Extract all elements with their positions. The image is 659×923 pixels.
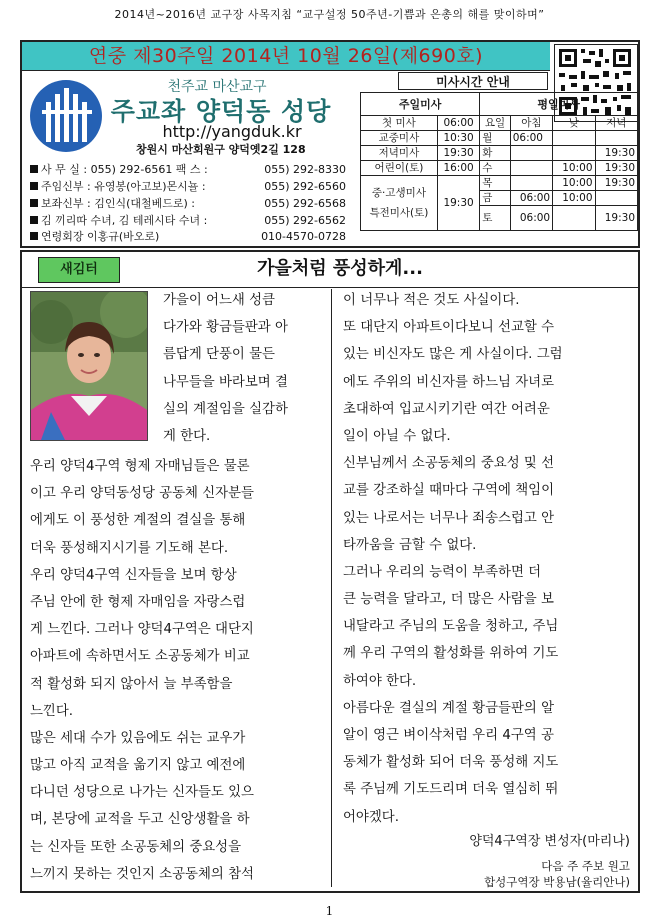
text-line: 교를 강조하실 때마다 구역에 책임이 xyxy=(343,483,555,499)
table-cell: 06:00 xyxy=(510,191,552,206)
text-line: 많은 세대 수가 있음에도 쉬는 교우가 xyxy=(30,730,246,746)
text-line: 더욱 풍성해지시기를 기도해 본다. xyxy=(30,540,229,556)
text-line: 이 너무나 적은 것도 사실이다. xyxy=(343,293,520,308)
table-row xyxy=(361,116,638,131)
table-cell: 10:00 xyxy=(553,176,595,191)
text-line: 하여야 한다. xyxy=(343,673,417,689)
table-cell: 요일 xyxy=(480,116,510,131)
contact-row xyxy=(30,213,350,228)
text-line: 아름다운 결실의 계절 황금들판의 알 xyxy=(343,700,555,716)
table-row xyxy=(361,176,638,191)
table-cell xyxy=(553,146,595,161)
table-cell xyxy=(595,191,637,206)
table-cell: 목 xyxy=(480,176,510,191)
page-number: 1 xyxy=(325,904,334,918)
bullet-icon xyxy=(30,165,38,173)
church-address: 창원시 마산회원구 양덕옛2길 128 xyxy=(136,143,306,156)
table-cell xyxy=(595,131,637,146)
text-line: 동체가 활성화 되어 더욱 풍성해 지도 xyxy=(343,755,559,771)
table-cell xyxy=(553,131,595,146)
text-line: 다니던 성당으로 나가는 신자들도 있으 xyxy=(30,785,254,801)
contact-row xyxy=(30,229,350,244)
table-cell: 10:30 xyxy=(437,131,479,146)
table-cell: 금 xyxy=(480,191,510,206)
contact-phone: 055) 292-6568 xyxy=(264,197,346,210)
text-line: 많고 아직 교적을 옮기지 않고 예전에 xyxy=(30,758,246,774)
table-cell: 수 xyxy=(480,161,510,176)
text-line: 다가와 황금들판과 아 xyxy=(163,320,288,336)
text-line: 에도 주위의 비신자를 하느님 자녀로 xyxy=(343,374,555,390)
table-cell: 06:00 xyxy=(437,116,479,131)
text-line: 이고 우리 양덕동성당 공동체 신자분들 xyxy=(30,486,254,502)
contact-label: 보좌신부 : 김인식(대철베드로) : xyxy=(41,197,195,210)
text-line: 께 우리 구역의 활성화를 위하여 기도 xyxy=(343,646,559,662)
table-cell: 19:30 xyxy=(595,161,637,176)
mass-schedule-title: 미사시간 안내 xyxy=(398,72,548,90)
table-cell xyxy=(553,206,595,231)
issue-line: 연중 제30주일 2014년 10월 26일(제690호) xyxy=(88,45,484,67)
table-cell: 중·고생미사 특전미사(토) xyxy=(361,176,438,231)
table-cell: 19:30 xyxy=(595,176,637,191)
table-row xyxy=(361,161,638,176)
text-line: 록 주님께 기도드리며 더욱 열심히 뛰 xyxy=(343,782,559,798)
text-line: 우리 양덕4구역 형제 자매님들은 물론 xyxy=(30,459,250,474)
article-left-photo-text xyxy=(163,287,288,450)
article-left-column xyxy=(30,453,254,888)
contact-row xyxy=(30,196,350,211)
text-line: 또 대단지 아파트이다보니 선교할 수 xyxy=(343,320,555,336)
text-line: 초대하여 입교시키기란 여간 어려운 xyxy=(343,401,550,417)
table-cell: 저녁 xyxy=(595,116,637,131)
portrait-photo xyxy=(30,291,148,441)
bullet-icon xyxy=(30,182,38,190)
text-line: 가을이 어느새 성큼 xyxy=(163,293,275,308)
text-line: 실의 계절임을 실감하 xyxy=(163,401,288,417)
table-cell: 10:00 xyxy=(553,191,595,206)
table-cell: 19:30 xyxy=(437,176,479,231)
church-diocese: 천주교 마산교구 xyxy=(167,79,267,95)
table-cell: 06:00 xyxy=(510,206,552,231)
text-line: 어야겠다. xyxy=(343,809,399,825)
table-cell: 어린이(토) xyxy=(361,161,438,176)
text-line: 게 느낀다. 그러나 양덕4구역은 대단지 xyxy=(30,622,254,638)
table-cell: 토 xyxy=(480,206,510,231)
table-cell: 아침 xyxy=(510,116,552,131)
text-line: 타까움을 금할 수 없다. xyxy=(343,537,477,553)
church-url-link[interactable]: http://yangduk.kr xyxy=(162,122,302,141)
table-cell: 19:30 xyxy=(437,146,479,161)
text-line: 있는 비신자도 많은 게 사실이다. 그럼 xyxy=(343,347,563,363)
contact-phone: 055) 292-6562 xyxy=(264,214,346,227)
table-cell: 낮 xyxy=(553,116,595,131)
table-row xyxy=(361,146,638,161)
bullet-icon xyxy=(30,199,38,207)
text-line: 우리 양덕4구역 신자들을 보며 항상 xyxy=(30,567,237,583)
text-line: 아파트에 속하면서도 소공동체가 비교 xyxy=(30,649,250,665)
contact-label: 주임신부 : 유영봉(아고보)몬시뇰 : xyxy=(41,180,206,193)
text-line: 게 한다. xyxy=(163,428,211,444)
weekday-mass-header: 평일미사 xyxy=(480,93,638,116)
contact-phone: 055) 292-6560 xyxy=(264,180,346,193)
contact-phone: 055) 292-8330 xyxy=(264,163,346,176)
table-cell: 화 xyxy=(480,146,510,161)
contact-row xyxy=(30,162,350,177)
table-row xyxy=(361,131,638,146)
next-week-note xyxy=(420,858,630,890)
column-divider xyxy=(331,289,332,887)
table-cell xyxy=(510,176,552,191)
table-cell: 19:30 xyxy=(595,146,637,161)
table-cell xyxy=(510,161,552,176)
author-signature: 양덕4구역장 변성자(마리나) xyxy=(469,834,630,849)
text-line: 느끼지 못하는 것인지 소공동체의 참석 xyxy=(30,866,254,882)
church-cross-logo-icon xyxy=(30,80,102,152)
contact-label: 사 무 실 : 055) 292-6561 팩 스 : xyxy=(41,163,208,176)
text-line: 일이 아닐 수 없다. xyxy=(343,428,451,444)
contact-label: 연령회장 이홍규(바오로) xyxy=(41,230,160,243)
church-name: 주교좌 양덕동 성당 xyxy=(110,97,332,126)
text-line: 나무들을 바라보며 결 xyxy=(163,374,288,390)
next-week-label: 다음 주 주보 원고 xyxy=(541,859,630,873)
article-right-column xyxy=(343,287,563,831)
text-line: 알이 영근 벼이삭처럼 우리 4구역 공 xyxy=(343,728,554,743)
text-line: 주님 안에 한 형제 자매임을 자랑스럽 xyxy=(30,594,246,610)
text-line: 느낀다. xyxy=(30,703,74,719)
contact-row xyxy=(30,179,350,194)
text-line: 큰 능력을 달라고, 더 많은 사람을 보 xyxy=(343,592,554,608)
mass-schedule-table xyxy=(360,92,638,231)
table-cell: 16:00 xyxy=(437,161,479,176)
contact-phone: 010-4570-0728 xyxy=(261,230,346,243)
table-cell: 교중미사 xyxy=(361,131,438,146)
table-cell xyxy=(510,146,552,161)
table-cell: 첫 미사 xyxy=(361,116,438,131)
text-line: 름답게 단풍이 물든 xyxy=(163,347,275,363)
bullet-icon xyxy=(30,216,38,224)
bullet-icon xyxy=(30,232,38,240)
table-cell: 06:00 xyxy=(510,131,552,146)
text-line: 에게도 이 풍성한 계절의 결실을 통해 xyxy=(30,513,246,529)
table-cell: 10:00 xyxy=(553,161,595,176)
sunday-mass-header: 주일미사 xyxy=(361,93,480,116)
contact-label: 김 끼리따 수녀, 김 테레시타 수녀 : xyxy=(41,214,208,227)
text-line: 적 활성화 되지 않아서 늘 부족함을 xyxy=(30,676,233,692)
text-line: 신부님께서 소공동체의 중요성 및 선 xyxy=(343,456,555,472)
text-line: 며, 본당에 교적을 두고 신앙생활을 하 xyxy=(30,812,250,828)
text-line: 는 신자들 또한 소공동체의 중요성을 xyxy=(30,839,242,855)
text-line: 그러나 우리의 능력이 부족하면 더 xyxy=(343,564,542,580)
pastoral-motto: 2014년~2016년 교구장 사목지침 “교구설정 50주년-기쁨과 은총의 해를 맞이하며” xyxy=(114,8,545,21)
next-week-author: 합성구역장 박용남(율리안나) xyxy=(484,875,630,889)
table-cell: 월 xyxy=(480,131,510,146)
table-row xyxy=(361,93,638,116)
column-tag: 새김터 xyxy=(38,257,120,283)
text-line: 내달라고 주님의 도움을 청하고, 주님 xyxy=(343,619,559,635)
table-cell: 저녁미사 xyxy=(361,146,438,161)
article-title: 가을처럼 풍성하게... xyxy=(257,258,423,279)
table-cell: 19:30 xyxy=(595,206,637,231)
text-line: 있는 나로서는 너무나 죄송스럽고 안 xyxy=(343,510,555,526)
